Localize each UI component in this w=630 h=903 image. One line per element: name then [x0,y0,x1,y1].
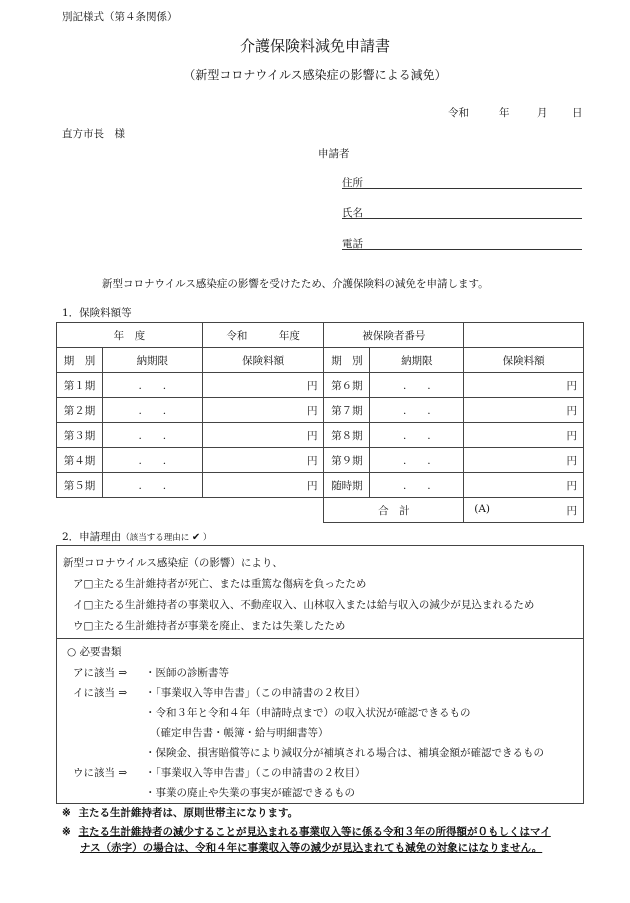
table-row [57,373,584,398]
col-period: 期 別 [57,348,103,373]
docs-lead-b: イに該当 ⇒ [73,687,128,699]
due-cell[interactable]: . . [370,398,464,423]
phone-field[interactable] [342,236,582,250]
date-month: 月 [537,107,548,119]
total-label: 合 計 [324,498,464,523]
request-statement: 新型コロナウイルス感染症の影響を受けたため、介護保険料の減免を申請します。 [102,278,489,290]
applicant-label: 申請者 [318,148,350,160]
table-row [57,473,584,498]
date-day: 日 [572,107,583,119]
table-row [57,398,584,423]
reason-c[interactable]: ウ□主たる生計維持者が事業を廃止、または失業したため [73,620,346,632]
due-cell[interactable]: . . [102,473,202,498]
amount-cell[interactable]: 円 [202,448,324,473]
docs-item: ・医師の診断書等 [145,667,229,679]
insured-number-label: 被保険者番号 [324,323,464,348]
note-2-line-1: 主たる生計維持者の減少することが見込まれる事業収入等に係る令和３年の所得額が０もしくはマイ [78,826,551,838]
amount-cell[interactable]: 円 [464,473,584,498]
docs-item: ・「事業収入等申告書」（この申請書の２枚目） [145,687,366,699]
amount-cell[interactable]: 円 [202,473,324,498]
insured-number-input[interactable] [464,323,584,348]
section1-heading: 1．保険料額等 [62,307,132,319]
amount-cell[interactable]: 円 [464,398,584,423]
note-2-line-2: ナス（赤字）の場合は、令和４年に事業収入等の減少が見込まれても減免の対象にはなりません。 [80,842,543,854]
col-amount-2: 保険料額 [464,348,584,373]
note-mark: ※ [62,807,71,819]
total-yen: 円 [566,504,577,517]
date-year: 年 [499,107,510,119]
docs-item: ・「事業収入等申告書」（この申請書の２枚目） [145,767,366,779]
period-cell: 第１期 [57,373,103,398]
docs-item: ・事業の廃止や失業の事実が確認できるもの [145,787,355,799]
total-blank [57,498,324,523]
note-2 [62,824,551,839]
amount-cell[interactable]: 円 [202,423,324,448]
period-cell: 第９期 [324,448,370,473]
reasons-intro: 新型コロナウイルス感染症（の影響）により、 [63,557,283,569]
documents-box [56,638,584,804]
due-cell[interactable]: . . [370,373,464,398]
name-label: 氏名 [342,207,363,219]
reason-b[interactable]: イ□主たる生計維持者の事業収入、不動産収入、山林収入または給与収入の減少が見込まれるため [73,599,535,611]
amount-cell[interactable]: 円 [202,398,324,423]
note-prefix: （該当する理由に [121,533,190,543]
due-cell[interactable]: . . [102,398,202,423]
section2-note [121,533,211,543]
due-cell[interactable]: . . [370,473,464,498]
page-subtitle: （新型コロナウイルス感染症の影響による減免） [183,68,447,82]
reasons-box [56,545,584,639]
amount-cell[interactable]: 円 [464,373,584,398]
docs-lead-c: ウに該当 ⇒ [73,767,128,779]
period-cell: 第８期 [324,423,370,448]
note-1-text: 主たる生計維持者は、原則世帯主になります。 [78,807,299,819]
docs-title: ○ 必要書類 [67,646,122,658]
name-field[interactable] [342,205,582,219]
due-cell[interactable]: . . [370,448,464,473]
address-field[interactable] [342,175,582,189]
period-cell: 第２期 [57,398,103,423]
page-title: 介護保険料減免申請書 [239,37,390,55]
era-year[interactable]: 令和 年度 [202,323,324,348]
table-row [57,423,584,448]
due-cell[interactable]: . . [370,423,464,448]
period-cell: 第７期 [324,398,370,423]
due-cell[interactable]: . . [102,373,202,398]
total-row [57,498,584,523]
period-cell: 第５期 [57,473,103,498]
form-label: 別記様式（第４条関係） [62,11,178,23]
docs-lead-a: アに該当 ⇒ [73,667,128,679]
due-cell[interactable]: . . [102,448,202,473]
header-row [57,348,584,373]
note-1 [62,805,298,820]
year-label: 年 度 [57,323,203,348]
period-cell: 第４期 [57,448,103,473]
total-amount[interactable] [464,498,584,523]
period-cell: 第６期 [324,373,370,398]
fee-table [56,322,584,523]
phone-label: 電話 [342,238,363,250]
amount-cell[interactable]: 円 [464,423,584,448]
col-due: 納期限 [102,348,202,373]
note-suffix: ） [203,533,212,543]
col-period-2: 期 別 [324,348,370,373]
period-cell: 随時期 [324,473,370,498]
docs-item: （確定申告書・帳簿・給与明細書等） [150,727,329,739]
docs-item: ・保険金、損害賠償等により減収分が補填される場合は、補填金額が確認できるもの [145,747,544,759]
section2-heading: 2．申請理由 [62,531,122,543]
total-mark: (A) [474,502,490,515]
date-era: 令和 [448,107,469,119]
table-row [57,448,584,473]
section2-heading-line [62,529,212,544]
amount-cell[interactable]: 円 [464,448,584,473]
check-icon: ✔ [191,532,201,543]
period-cell: 第３期 [57,423,103,448]
docs-item: ・令和３年と令和４年（申請時点まで）の収入状況が確認できるもの [145,707,471,719]
year-row [57,323,584,348]
addressee: 直方市長 様 [62,128,125,140]
reason-a[interactable]: ア□主たる生計維持者が死亡、または重篤な傷病を負ったため [73,578,367,590]
address-label: 住所 [342,177,363,189]
amount-cell[interactable]: 円 [202,373,324,398]
note-mark: ※ [62,826,71,838]
col-due-2: 納期限 [370,348,464,373]
due-cell[interactable]: . . [102,423,202,448]
col-amount: 保険料額 [202,348,324,373]
